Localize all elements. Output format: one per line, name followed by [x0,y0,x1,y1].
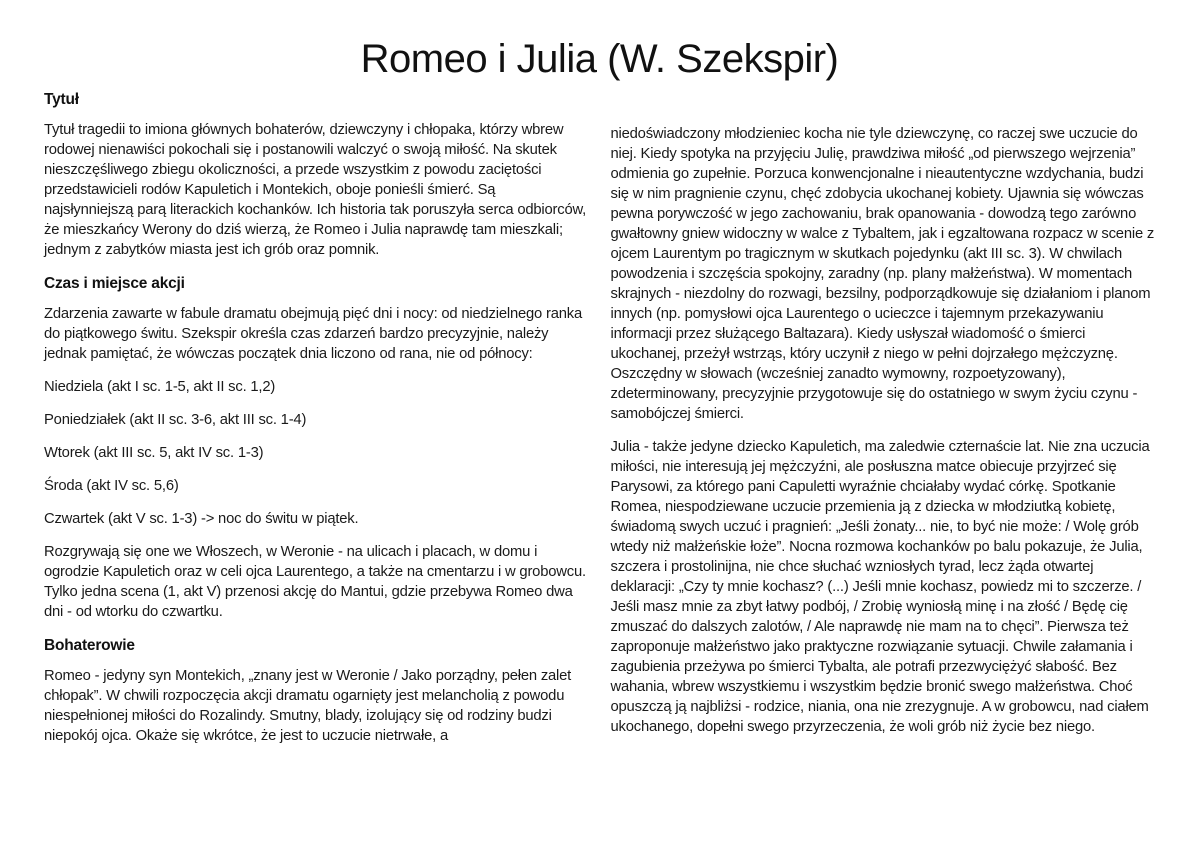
day-item-sroda: Środa (akt IV sc. 5,6) [44,478,179,494]
paragraph-miejsce-akcji: Rozgrywają się one we Włoszech, w Weronie - na ulicach i placach, w domu i ogrodzie Kapuletich oraz w celi ojca Laurentego, a także na cmentarzu i w grobowcu. Tylko jedna scena (1, akt V) przenosi akcję do Mantui, gdzie przebywa Romeo dwa dni - od wtorku do czwartku. [44,544,586,620]
day-item-czwartek: Czwartek (akt V sc. 1-3) -> noc do świtu w piątek. [44,511,359,527]
paragraph-czas-intro: Zdarzenia zawarte w fabule dramatu obejmują pięć dni i nocy: od niedzielnego ranka do piątkowego świtu. Szekspir określa czas zdarzeń bardzo precyzyjnie, należy jednak pamiętać, że wówczas początek dnia liczono od rana, nie od północy: [44,306,582,362]
day-item-niedziela: Niedziela (akt I sc. 1-5, akt II sc. 1,2) [44,379,276,395]
right-column [611,88,1156,750]
two-column-layout [44,88,1155,759]
left-column [44,88,589,759]
paragraph-romeo-part-1: Romeo - jedyny syn Montekich, „znany jest w Weronie / Jako porządny, pełen zalet chłopak”. W chwili rozpoczęcia akcji dramatu ogarnięty jest melancholią z powodu niespełnionej miłości do Rozalindy. Smutny, blady, izolujący się od rodziny budzi niepokój ojca. Okaże się wkrótce, że jest to uczucie nietrwałe, a [44,668,572,744]
section-heading-tytul: Tytuł [44,91,79,108]
section-heading-czas-i-miejsce-akcji: Czas i miejsce akcji [44,275,185,292]
day-item-wtorek: Wtorek (akt III sc. 5, akt IV sc. 1-3) [44,445,264,461]
paragraph-romeo-part-2: niedoświadczony młodzieniec kocha nie tyle dziewczynę, co raczej swe uczucie do niej. Kiedy spotyka na przyjęciu Julię, prawdziwa miłość „od pierwszego wejrzenia” odmienia go zupełnie. Porzuca konwencjonalne i nieautentyczne wzdychania, budzi się w nim pragnienie czynu, chęć zdobycia ukochanej kobiety. Ujawnia się wówczas pewna porywczość w jego zachowaniu, brak opanowania - dowodzą tego zarówno gwałtowny gniew widoczny w walce z Tybaltem, jak i egzaltowana rozpacz w scenie z ojcem Laurentym po tragicznym w skutkach pojedynku (akt III sc. 3). W chwilach powodzenia i szczęścia spokojny, zaradny (np. plany małżeństwa). W momentach skrajnych - niezdolny do rozwagi, bezsilny, podporządkowuje się działaniom i planom innych (np. pomysłowi ojca Laurentego o ucieczce i tajemnym przekazywaniu informacji przez służącego Baltazara). Kiedy usłyszał wiadomość o śmierci ukochanej, przeżył wstrząs, który uczynił z niego w pełni dojrzałego mężczyznę. Oszczędny w słowach (wcześniej zanadto wymowny, rozpoetyzowany), zdeterminowany, precyzyjnie przygotowuje się do ostatniego w swym życiu czynu - samobójczej śmierci. [610,126,1155,422]
day-item-poniedzialek: Poniedziałek (akt II sc. 3-6, akt III sc. 1-4) [44,412,307,428]
paragraph-julia: Julia - także jedyne dziecko Kapuletich, ma zaledwie czternaście lat. Nie zna uczucia miłości, nie interesują jej mężczyźni, ale posłuszna matce obiecuje przyjrzeć się Parysowi, za którego pani Capuletti wyraźnie chciałaby wydać córkę. Spotkanie Romea, niespodziewane uczucie przemienia ją z dziecka w młodziutką kobietę, świadomą swych uczuć i pragnień: „Jeśli żonaty... nie, to być nie może: / Wolę grób wtedy niż małżeńskie łoże”. Nocna rozmowa kochanków po balu pokazuje, że Julia, szczera i prostolinijna, nie chce słuchać wzniosłych tyrad, lecz żąda otwartej deklaracji: „Czy ty mnie kochasz? (...) Jeśli mnie kochasz, powiedz mi to szczerze. / Jeśli masz mnie za zbyt łatwy podbój, / Zrobię wyniosłą minę i na złość / Będę cię zmuszać do dalszych zalotów, / Ale naprawdę nie mam na to chęci”. Pierwsza też zaproponuje małżeństwo jako praktyczne rozwiązanie sytuacji. Chwile załamania i zagubienia przeżywa po śmierci Tybalta, ale potrafi przezwyciężyć słabość. Bez wahania, wbrew wszystkiemu i wszystkim będzie bronić swego małżeństwa. Choć opuszczą ją najbliżsi - rodzice, niania, ona nie zrezygnuje. A w grobowcu, nad ciałem ukochanego, dopełni swego przyrzeczenia, że woli grób niż życie bez niego. [610,439,1150,735]
document-title: Romeo i Julia (W. Szekspir) [360,37,839,81]
paragraph-tytul: Tytuł tragedii to imiona głównych bohaterów, dziewczyny i chłopaka, którzy wbrew rodowej nienawiści pokochali się i postanowili walczyć o swoją miłość. Na skutek nieszczęśliwego zbiegu okoliczności, a przede wszystkim z powodu zaciętości przedstawicieli rodów Kapuletich i Montekich, oboje ponieśli śmierć. Są najsłynniejszą parą literackich kochanków. Ich historia tak poruszyła serca odbiorców, że mieszkańcy Werony do dziś wierzą, że Romeo i Julia naprawdę tam mieszkali; jednym z zabytków miasta jest ich grób oraz pomnik. [44,122,587,258]
section-heading-bohaterowie: Bohaterowie [44,637,135,654]
